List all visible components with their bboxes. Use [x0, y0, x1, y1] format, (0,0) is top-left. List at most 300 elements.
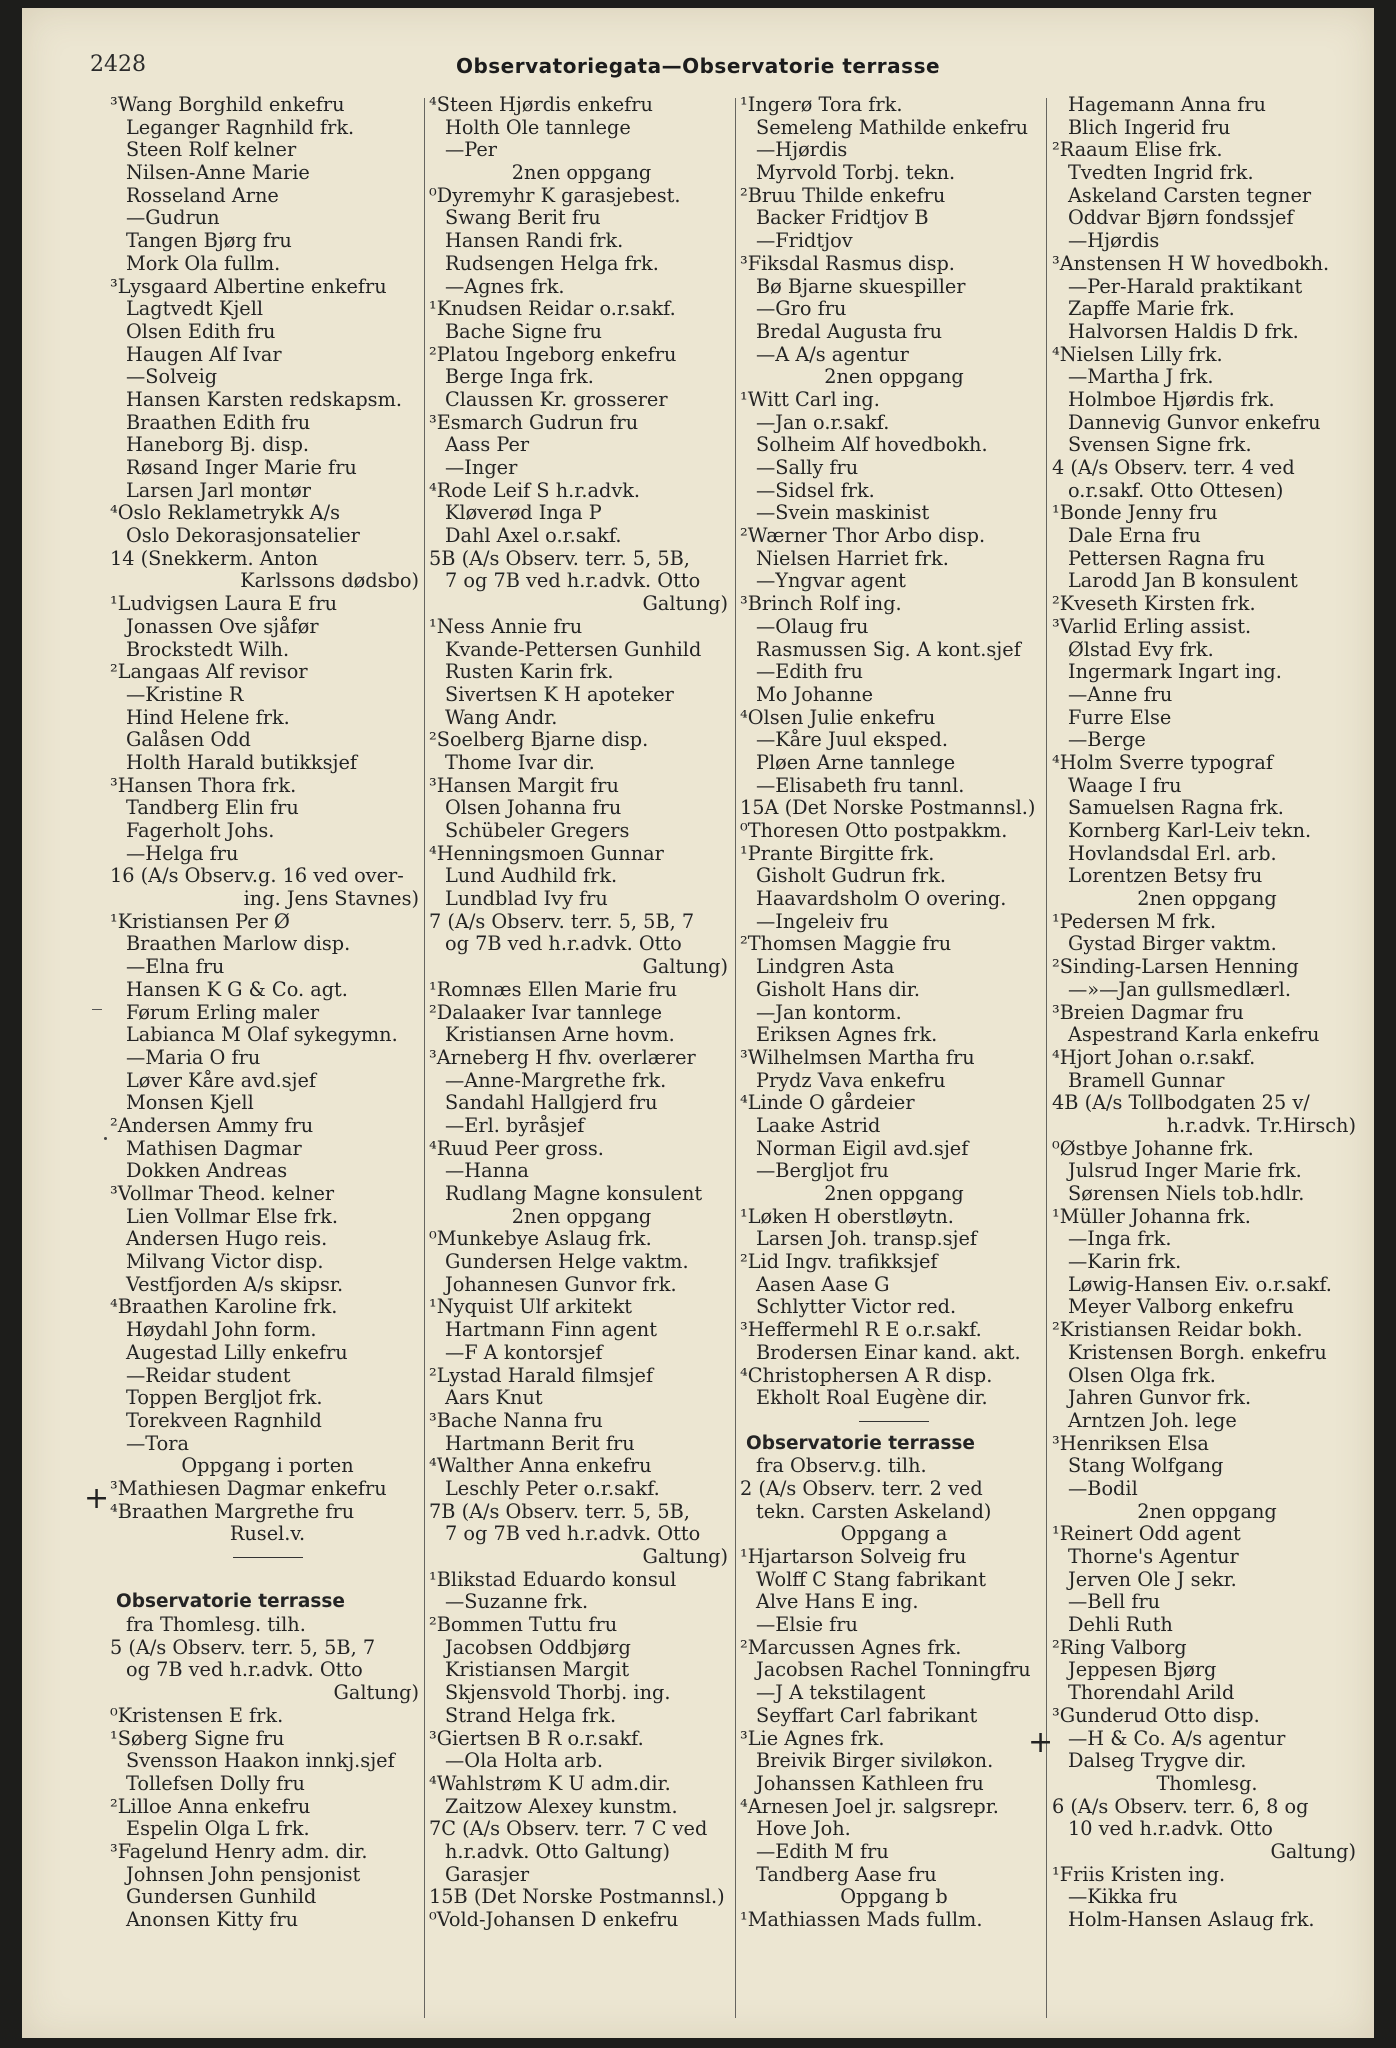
listing-line: —Ola Holta arb. — [445, 1749, 604, 1773]
listing-line: ³Anstensen H W hovedbokh. — [1052, 251, 1330, 275]
listing-line: ⁴Rode Leif S h.r.advk. — [429, 478, 641, 502]
listing-line: Eriksen Agnes frk. — [756, 1023, 938, 1047]
listing-line: 7B (A/s Observ. terr. 5, 5B, — [429, 1499, 690, 1523]
listing-line: 7 (A/s Observ. terr. 5, 5B, 7 — [429, 909, 695, 933]
listing-line: Aars Knut — [445, 1386, 543, 1410]
listing-line: Zapffe Marie frk. — [1068, 297, 1235, 321]
listing-line: ²Lilloe Anna enkefru — [110, 1794, 311, 1818]
listing-line: ¹Bonde Jenny fru — [1052, 501, 1218, 525]
listing-line: Espelin Olga L frk. — [126, 1817, 310, 1841]
listing-line: —Elna fru — [126, 955, 225, 979]
margin-dot-mark — [104, 1137, 107, 1140]
listing-line: ²Marcussen Agnes frk. — [740, 1635, 962, 1659]
listing-line: Andersen Hugo reis. — [126, 1227, 328, 1251]
listing-line: Oslo Dekorasjonsatelier — [126, 524, 360, 548]
listing-line: Milvang Victor disp. — [126, 1250, 324, 1274]
listing-line: Dahl Axel o.r.sakf. — [445, 524, 622, 548]
listing-line: —Solveig — [126, 365, 218, 389]
listing-line: ¹Kristiansen Per Ø — [110, 909, 290, 933]
listing-line: Ekholt Roal Eugène dir. — [756, 1386, 988, 1410]
listing-line: Gisholt Hans dir. — [756, 977, 921, 1001]
listing-line: ¹Ingerø Tora frk. — [740, 93, 903, 116]
listing-line: Larodd Jan B konsulent — [1068, 569, 1298, 593]
listing-line: ⁰Østbye Johanne frk. — [1052, 1136, 1254, 1160]
listing-line: Holth Ole tannlege — [445, 115, 631, 139]
listing-line: Rudsengen Helga frk. — [445, 251, 659, 275]
listing-line: Leschly Peter o.r.sakf. — [445, 1476, 660, 1500]
listing-line: o.r.sakf. Otto Ottesen) — [1068, 478, 1284, 502]
listing-line: Wang Andr. — [445, 705, 558, 729]
listing-line: Thorne's Agentur — [1068, 1545, 1239, 1568]
listing-line: —Karin frk. — [1068, 1250, 1182, 1274]
listing-line: —F A kontorsjef — [445, 1340, 603, 1364]
listing-line: Jacobsen Oddbjørg — [445, 1635, 631, 1659]
stairway-label: 2nen oppgang — [824, 1182, 964, 1205]
listing-line: Galtung) — [642, 1545, 728, 1568]
listing-line: ²Ring Valborg — [1052, 1635, 1187, 1659]
listing-line: ³Bache Nanna fru — [429, 1408, 603, 1432]
listing-line: ¹Løken H oberstløytn. — [740, 1204, 954, 1228]
listing-line: —Olaug fru — [756, 614, 869, 638]
listing-line: ⁴Ruud Peer gross. — [429, 1136, 604, 1160]
listing-line: Rusten Karin frk. — [445, 660, 614, 684]
listing-line: Kornberg Karl-Leiv tekn. — [1068, 819, 1312, 842]
listing-line: Aass Per — [445, 433, 530, 457]
listing-line: Tvedten Ingrid frk. — [1068, 161, 1254, 185]
listing-line: Lagtvedt Kjell — [126, 297, 264, 321]
listing-line: —Maria O fru — [126, 1045, 261, 1069]
listing-line: Galåsen Odd — [126, 728, 251, 752]
listing-line: Tandberg Aase fru — [756, 1862, 937, 1886]
listing-line: ¹Hjartarson Solveig fru — [740, 1545, 967, 1568]
listing-line: ²Thomsen Maggie fru — [740, 932, 952, 956]
listing-line: 6 (A/s Observ. terr. 6, 8 og — [1052, 1794, 1309, 1818]
listing-line: —Anne fru — [1068, 682, 1173, 706]
stairway-label: 2nen oppgang — [511, 1204, 652, 1228]
listing-line: ⁴Henningsmoen Gunnar — [429, 841, 664, 865]
listing-line: ³Giertsen B R o.r.sakf. — [429, 1726, 644, 1750]
listing-line: ⁴Nielsen Lilly frk. — [1052, 342, 1223, 366]
listing-line: —Inger — [445, 456, 518, 479]
listing-line: Hansen Randi frk. — [445, 229, 624, 253]
listing-line: ²Andersen Ammy fru — [110, 1113, 314, 1137]
listing-line: Haavardsholm O overing. — [756, 887, 1007, 911]
listing-line: ²Dalaaker Ivar tannlege — [429, 1000, 663, 1024]
listing-line: Gystad Birger vaktm. — [1068, 932, 1277, 956]
listing-line: —Elisabeth fru tannl. — [756, 773, 965, 797]
listing-line: Backer Fridtjov B — [756, 206, 929, 230]
listing-line: Augestad Lilly enkefru — [126, 1340, 348, 1364]
listing-line: ²Bruu Thilde enkefru — [740, 183, 946, 207]
listing-line: Waage I fru — [1068, 773, 1182, 797]
listing-line: ¹Knudsen Reidar o.r.sakf. — [429, 297, 676, 321]
listing-line: 4 (A/s Observ. terr. 4 ved — [1052, 456, 1295, 479]
listing-line: Thorendahl Arild — [1068, 1681, 1235, 1705]
listing-line: ⁴Steen Hjørdis enkefru — [429, 93, 653, 116]
listing-line: Wolff C Stang fabrikant — [756, 1567, 987, 1591]
listing-line: 5 (A/s Observ. terr. 5, 5B, 7 — [110, 1635, 376, 1659]
listing-line: ⁴Linde O gårdeier — [740, 1091, 915, 1115]
listing-line: 7 og 7B ved h.r.advk. Otto — [445, 569, 701, 593]
listing-line: ¹Ness Annie fru — [429, 614, 583, 638]
listing-line: —Jan kontorm. — [756, 1000, 902, 1024]
listing-line: Mork Ola fullm. — [126, 251, 281, 275]
listing-line: —Edith M fru — [756, 1839, 889, 1863]
listing-line: Haugen Alf Ivar — [126, 342, 282, 366]
listing-line: Hind Helene frk. — [126, 705, 290, 729]
listing-line: Tangen Bjørg fru — [126, 229, 292, 253]
listing-line: Thome Ivar dir. — [445, 750, 595, 774]
listing-line: Gundersen Gunhild — [126, 1885, 317, 1909]
listing-line: ¹Friis Kristen ing. — [1052, 1862, 1226, 1886]
cross-mark-icon: + — [84, 1481, 110, 1516]
listing-line: Olsen Johanna fru — [445, 796, 622, 820]
column-divider — [735, 98, 736, 2018]
listing-line: Dannevig Gunvor enkefru — [1068, 410, 1321, 434]
listing-line: —Gro fru — [756, 297, 847, 321]
listing-line: —Elsie fru — [756, 1613, 858, 1637]
listing-line: Laake Astrid — [756, 1113, 881, 1137]
listing-line: ³Mathiesen Dagmar enkefru — [110, 1476, 387, 1500]
listing-line: ⁰Vold-Johansen D enkefru — [429, 1908, 679, 1931]
listing-line: —Sally fru — [756, 456, 859, 479]
listing-line: —Martha J frk. — [1068, 365, 1214, 389]
listing-line: Jeppesen Bjørg — [1068, 1658, 1217, 1682]
listing-line: Breivik Birger siviløkon. — [756, 1749, 994, 1773]
listing-line: Samuelsen Ragna frk. — [1068, 796, 1284, 820]
listing-line: Zaitzow Alexey kunstm. — [445, 1794, 678, 1818]
listing-line: Mo Johanne — [756, 682, 873, 706]
listing-line: Skjensvold Thorbj. ing. — [445, 1681, 671, 1705]
listing-line: 4B (A/s Tollbodgaten 25 v/ — [1052, 1091, 1310, 1115]
listing-line: Tandberg Elin fru — [126, 796, 299, 820]
listing-line: Brockstedt Wilh. — [126, 637, 290, 661]
listing-line: Jacobsen Rachel Tonningfru — [756, 1658, 1031, 1682]
listing-line: 7C (A/s Observ. terr. 7 C ved — [429, 1817, 708, 1841]
listing-line: fra Observ.g. tilh. — [756, 1454, 927, 1478]
listing-line: Kristiansen Arne hovm. — [445, 1023, 675, 1047]
section-heading: Observatorie terrasse — [746, 1432, 975, 1454]
listing-line: Dehli Ruth — [1068, 1613, 1173, 1637]
listing-line: ³Hansen Thora frk. — [110, 773, 297, 797]
listing-line: fra Thomlesg. tilh. — [126, 1613, 306, 1637]
listing-line: —Anne-Margrethe frk. — [445, 1068, 667, 1092]
listing-line: Seyffart Carl fabrikant — [756, 1703, 978, 1727]
listing-line: ¹Müller Johanna frk. — [1052, 1204, 1251, 1228]
stairway-label: Rusel.v. — [229, 1522, 306, 1546]
listing-line: ³Fiksdal Rasmus disp. — [740, 251, 955, 275]
listing-line: Myrvold Torbj. tekn. — [756, 161, 956, 185]
listing-line: ⁴Braathen Margrethe fru — [110, 1499, 355, 1523]
column-divider — [424, 98, 425, 2018]
listing-line: Kristiansen Margit — [445, 1658, 630, 1682]
listing-line: Dokken Andreas — [126, 1159, 288, 1183]
listing-line: Blich Ingerid fru — [1068, 115, 1231, 139]
listing-line: Johnsen John pensjonist — [126, 1862, 361, 1886]
listing-line: 7 og 7B ved h.r.advk. Otto — [445, 1522, 701, 1546]
listing-line: ⁰Munkebye Aslaug frk. — [429, 1227, 652, 1251]
section-separator — [740, 1410, 1048, 1433]
listing-line: Galtung) — [642, 592, 728, 616]
listing-line: ¹Pedersen M frk. — [1052, 909, 1217, 933]
listing-line: og 7B ved h.r.advk. Otto — [126, 1658, 363, 1682]
listing-line: Julsrud Inger Marie frk. — [1068, 1159, 1302, 1183]
listing-line: 2 (A/s Observ. terr. 2 ved — [740, 1476, 983, 1500]
listing-line: Semeleng Mathilde enkefru — [756, 115, 1029, 139]
listing-line: Rosseland Arne — [126, 183, 279, 207]
listing-line: 16 (A/s Observ.g. 16 ved over- — [110, 864, 404, 888]
listing-line: 15A (Det Norske Postmannsl.) — [740, 796, 1036, 820]
listing-line: ³Wilhelmsen Martha fru — [740, 1045, 975, 1069]
listing-line: ⁰Kristensen E frk. — [110, 1703, 284, 1727]
listing-line: Anonsen Kitty fru — [126, 1908, 299, 1931]
listing-line: Halvorsen Haldis D frk. — [1068, 319, 1299, 343]
listing-line: ¹Prante Birgitte frk. — [740, 841, 935, 865]
listing-line: ¹Romnæs Ellen Marie fru — [429, 977, 678, 1001]
listing-line: Larsen Jarl montør — [126, 478, 311, 502]
listing-line: Brodersen Einar kand. akt. — [756, 1340, 1021, 1364]
listing-line: Askeland Carsten tegner — [1068, 183, 1312, 207]
listing-line: ³Henriksen Elsa — [1052, 1431, 1209, 1455]
listing-line: Strand Helga frk. — [445, 1703, 617, 1727]
listing-line: 14 (Snekkerm. Anton — [110, 546, 318, 570]
listing-line: Hove Joh. — [756, 1817, 851, 1841]
listing-line: ¹Reinert Odd agent — [1052, 1522, 1241, 1546]
listing-line: —Ingeleiv fru — [756, 909, 889, 933]
listing-line: Prydz Vava enkefru — [756, 1068, 946, 1092]
listing-line: ²Lid Ingv. trafikksjef — [740, 1250, 938, 1274]
listing-line: —Reidar student — [126, 1363, 291, 1387]
listing-line: —Kikka fru — [1068, 1885, 1178, 1909]
listing-line: Solheim Alf hovedbokh. — [756, 433, 988, 457]
listing-line: h.r.advk. Tr.Hirsch) — [1166, 1113, 1356, 1137]
listing-line: ⁴Olsen Julie enkefru — [740, 705, 936, 729]
listing-line: Hansen Karsten redskapsm. — [126, 387, 402, 411]
listing-line: ing. Jens Stavnes) — [243, 887, 419, 911]
listing-line: —A A/s agentur — [756, 342, 909, 366]
listing-line: h.r.advk. Otto Galtung) — [445, 1839, 671, 1863]
listing-line: ⁴Hjort Johan o.r.sakf. — [1052, 1045, 1256, 1069]
listing-line: Jahren Gunvor frk. — [1068, 1386, 1252, 1410]
listing-line: ²Platou Ingeborg enkefru — [429, 342, 677, 366]
listing-line: —Yngvar agent — [756, 569, 906, 593]
listing-line: —Svein maskinist — [756, 501, 930, 525]
listing-line: Mathisen Dagmar — [126, 1136, 302, 1160]
listing-line: Sørensen Niels tob.hdlr. — [1068, 1182, 1305, 1205]
listing-line: —Berge — [1068, 728, 1146, 752]
stairway-label: 2nen oppgang — [1137, 887, 1277, 911]
listing-line: Aasen Aase G — [756, 1272, 890, 1296]
listing-line: Braathen Marlow disp. — [126, 932, 351, 956]
listing-line: Jerven Ole J sekr. — [1068, 1567, 1237, 1591]
listing-line: Kvande-Pettersen Gunhild — [445, 637, 702, 661]
stairway-label: Oppgang b — [840, 1885, 948, 1909]
listing-line: —Gudrun — [126, 206, 220, 230]
listing-line: Johanssen Kathleen fru — [756, 1771, 984, 1795]
listing-line: Jonassen Ove sjåfør — [126, 614, 319, 638]
listing-line: Schübeler Gregers — [445, 819, 630, 842]
listing-line: —Bodil — [1068, 1476, 1138, 1500]
listing-line: Bredal Augusta fru — [756, 319, 943, 343]
listing-line: —Kåre Juul eksped. — [756, 728, 949, 752]
listing-line: —Hjørdis — [756, 138, 848, 162]
listing-line: Norman Eigil avd.sjef — [756, 1136, 969, 1160]
listing-line: Galtung) — [1270, 1839, 1356, 1863]
column-1 — [110, 94, 425, 2014]
listing-line: ⁴Wahlstrøm K U adm.dir. — [429, 1771, 671, 1795]
listing-line: Toppen Bergljot frk. — [126, 1386, 323, 1410]
listing-line: ¹Ludvigsen Laura E fru — [110, 592, 338, 616]
listing-line: Larsen Joh. transp.sjef — [756, 1227, 978, 1251]
listing-line: —Sidsel frk. — [756, 478, 875, 502]
listing-line: ¹Mathiassen Mads fullm. — [740, 1908, 983, 1931]
listing-line: 5B (A/s Observ. terr. 5, 5B, — [429, 546, 690, 570]
listing-line — [110, 1569, 425, 1592]
listing-line: Ingermark Ingart ing. — [1068, 660, 1282, 684]
listing-line: —Per — [445, 138, 498, 162]
listing-line: ²Kristiansen Reidar bokh. — [1052, 1318, 1303, 1342]
listing-line: Røsand Inger Marie fru — [126, 456, 357, 479]
listing-line: —Edith fru — [756, 660, 863, 684]
stairway-label: Oppgang i porten — [181, 1454, 354, 1478]
listing-line: ²Wærner Thor Arbo disp. — [740, 524, 986, 548]
listing-line: Høydahl John form. — [126, 1318, 317, 1342]
listing-line: Bache Signe fru — [445, 319, 602, 343]
listing-line: ²Bommen Tuttu fru — [429, 1613, 618, 1637]
listing-line: ³Fagelund Henry adm. dir. — [110, 1839, 368, 1863]
listing-line: ³Vollmar Theod. kelner — [110, 1182, 335, 1205]
listing-line: Torekveen Ragnhild — [126, 1408, 322, 1432]
listing-line: Braathen Edith fru — [126, 410, 311, 434]
listing-line: Berge Inga frk. — [445, 365, 594, 389]
cross-mark-icon: + — [1028, 1725, 1054, 1760]
section-separator — [110, 1546, 425, 1569]
listing-line: ¹Blikstad Eduardo konsul — [429, 1567, 677, 1591]
listing-line: Johannesen Gunvor frk. — [445, 1272, 677, 1296]
listing-line: ³Arneberg H fhv. overlærer — [429, 1045, 696, 1069]
listing-line: ³Varlid Erling assist. — [1052, 614, 1252, 638]
listing-line: Stang Wolfgang — [1068, 1454, 1224, 1478]
listing-line: Oddvar Bjørn fondssjef — [1068, 206, 1294, 230]
listing-line: ²Soelberg Bjarne disp. — [429, 728, 649, 752]
listing-line: Pettersen Ragna fru — [1068, 546, 1266, 570]
listing-line: Haneborg Bj. disp. — [126, 433, 310, 457]
listing-line: ⁴Holm Sverre typograf — [1052, 750, 1274, 774]
listing-line: —J A tekstilagent — [756, 1681, 926, 1705]
listing-line: Dalseg Trygve dir. — [1068, 1749, 1247, 1773]
listing-line: Monsen Kjell — [126, 1091, 254, 1115]
listing-line: Gisholt Gudrun frk. — [756, 864, 947, 888]
listing-line: ⁴Oslo Reklametrykk A/s — [110, 501, 340, 525]
listing-line: Labianca M Olaf sykegymn. — [126, 1023, 398, 1047]
listing-line: Sivertsen K H apoteker — [445, 682, 674, 706]
listing-line: —H & Co. A/s agentur — [1068, 1726, 1286, 1750]
listing-line: Holmboe Hjørdis frk. — [1068, 387, 1275, 411]
listing-line: ²Kveseth Kirsten frk. — [1052, 592, 1256, 616]
listing-line: Furre Else — [1068, 705, 1172, 729]
listing-line: tekn. Carsten Askeland) — [756, 1499, 992, 1523]
listing-line: —Inga frk. — [1068, 1227, 1172, 1251]
listing-line: Kløverød Inga P — [445, 501, 602, 525]
listing-line: Nilsen-Anne Marie — [126, 161, 310, 185]
listing-line: ⁴Christophersen A R disp. — [740, 1363, 993, 1387]
listing-line: ³Hansen Margit fru — [429, 773, 619, 797]
column-2 — [429, 94, 734, 2014]
listing-line: Lien Vollmar Else frk. — [126, 1204, 338, 1228]
listing-line: Hovlandsdal Erl. arb. — [1068, 841, 1277, 865]
listing-line: Tollefsen Dolly fru — [126, 1771, 305, 1795]
listing-line: Alve Hans E ing. — [756, 1590, 919, 1614]
stairway-label: 2nen oppgang — [511, 161, 652, 185]
listing-line: —Agnes frk. — [445, 274, 565, 298]
listing-line: ⁰Dyremyhr K garasjebest. — [429, 183, 681, 207]
listing-line: Schlytter Victor red. — [756, 1295, 957, 1319]
listing-line: Leganger Ragnhild frk. — [126, 115, 355, 139]
listing-line: Galtung) — [642, 955, 728, 979]
listing-line: ⁴Arnesen Joel jr. salgsrepr. — [740, 1794, 999, 1818]
listing-line: ¹Nyquist Ulf arkitekt — [429, 1295, 633, 1319]
page-number: 2428 — [90, 52, 146, 77]
listing-line: Kristensen Borgh. enkefru — [1068, 1340, 1327, 1364]
listing-line: Pløen Arne tannlege — [756, 750, 956, 774]
listing-line: ⁴Braathen Karoline frk. — [110, 1295, 338, 1319]
listing-line: —»—Jan gullsmedlærl. — [1068, 977, 1291, 1001]
listing-line: ³Lysgaard Albertine enkefru — [110, 274, 387, 298]
listing-line: ²Raaum Elise frk. — [1052, 138, 1223, 162]
listing-line: 15B (Det Norske Postmannsl.) — [429, 1885, 725, 1909]
listing-line: Hagemann Anna fru — [1068, 93, 1266, 116]
listing-line: Holth Harald butikksjef — [126, 750, 358, 774]
listing-line: Fagerholt Johs. — [126, 819, 275, 842]
listing-line: Lundblad Ivy fru — [445, 887, 608, 911]
listing-line: Bramell Gunnar — [1068, 1068, 1225, 1092]
listing-line: Dale Erna fru — [1068, 524, 1201, 548]
listing-line: Holm-Hansen Aslaug frk. — [1068, 1908, 1315, 1931]
section-heading: Observatorie terrasse — [116, 1591, 345, 1613]
listing-line: —Hjørdis — [1068, 229, 1160, 253]
listing-line: ³Lie Agnes frk. — [740, 1726, 885, 1750]
listing-line: ³Esmarch Gudrun fru — [429, 410, 639, 434]
listing-line: Arntzen Joh. lege — [1068, 1408, 1237, 1432]
listing-line: —Kristine R — [126, 682, 244, 706]
listing-line: Hartmann Finn agent — [445, 1318, 657, 1342]
listing-line: ²Sinding-Larsen Henning — [1052, 955, 1299, 979]
listing-line: —Helga fru — [126, 841, 239, 865]
listing-line: Hansen K G & Co. agt. — [126, 977, 348, 1001]
listing-line: Olsen Edith fru — [126, 319, 276, 343]
listing-line: Hartmann Berit fru — [445, 1431, 635, 1455]
column-4 — [1052, 94, 1362, 2014]
listing-line: —Suzanne frk. — [445, 1590, 589, 1614]
stairway-label: Thomlesg. — [1156, 1771, 1258, 1795]
listing-line: Karlssons dødsbo) — [240, 569, 419, 593]
listing-line: Olsen Olga frk. — [1068, 1363, 1216, 1387]
listing-line: Svensen Signe frk. — [1068, 433, 1252, 457]
directory-page — [22, 8, 1374, 2038]
page-header: Observatoriegata—Observatorie terrasse — [455, 54, 941, 78]
listing-line: Garasjer — [445, 1862, 530, 1886]
listing-line: Galtung) — [333, 1681, 419, 1705]
listing-line: Lindgren Asta — [756, 955, 895, 979]
listing-line: Nielsen Harriet frk. — [756, 546, 949, 570]
listing-line: Sandahl Hallgjerd fru — [445, 1091, 658, 1115]
listing-line: ²Lystad Harald filmsjef — [429, 1363, 654, 1387]
margin-dash-mark — [92, 1009, 102, 1010]
listing-line: Løwig-Hansen Eiv. o.r.sakf. — [1068, 1272, 1332, 1296]
listing-line: Førum Erling maler — [126, 1000, 320, 1024]
column-3 — [740, 94, 1048, 2014]
listing-line: Rudlang Magne konsulent — [445, 1182, 703, 1205]
